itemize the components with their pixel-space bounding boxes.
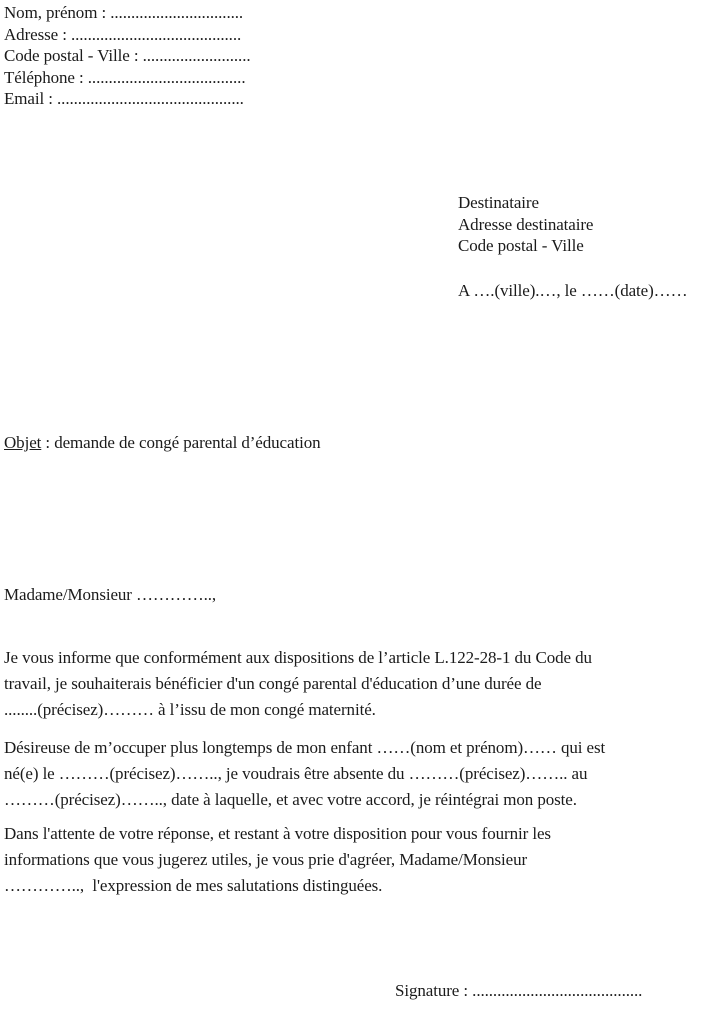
text-line: informations que vous jugerez utiles, je vous prie d'agréer, Madame/Monsieur	[4, 850, 528, 869]
subject-label: Objet	[4, 433, 42, 452]
salutation-line: Madame/Monsieur …………..,	[4, 585, 217, 604]
text-line: Dans l'attente de votre réponse, et restant à votre disposition pour vous fournir les	[4, 824, 551, 843]
text-line: Nom, prénom : ................................	[4, 3, 244, 22]
text-line: Désireuse de m’occuper plus longtemps de mon enfant ……(nom et prénom)…… qui est	[4, 738, 606, 757]
text-line: Code postal - Ville : ..........................	[4, 46, 251, 65]
signature-line: Signature : .........................................	[395, 981, 643, 1000]
text-line: ………(précisez)…….., date à laquelle, et avec votre accord, je réintégrai mon poste.	[4, 790, 577, 809]
text-line: Adresse destinataire	[458, 214, 594, 234]
paragraph-details	[4, 735, 704, 813]
text-line: Téléphone : ......................................	[4, 67, 246, 87]
paragraph-closing	[4, 821, 704, 899]
text-line: Email : .............................................	[4, 89, 244, 108]
subject-line	[4, 430, 321, 456]
text-line: Destinataire	[458, 193, 539, 212]
text-line: ........(précisez)……… à l’issu de mon congé maternité.	[4, 700, 376, 719]
text-line: travail, je souhaiterais bénéficier d'un congé parental d'éducation d’une durée de	[4, 674, 542, 693]
text-line: Adresse : .........................................	[4, 24, 242, 44]
text-line: Code postal - Ville	[458, 236, 584, 255]
text-line: né(e) le ………(précisez)…….., je voudrais être absente du ………(précisez)…….. au	[4, 764, 588, 783]
text-line: Je vous informe que conformément aux dispositions de l’article L.122-28-1 du Code du	[4, 648, 592, 667]
text-line: ………….., l'expression de mes salutations distinguées.	[4, 876, 383, 895]
subject-text: : demande de congé parental d’éducation	[41, 433, 321, 452]
sender-address-block	[4, 2, 251, 110]
paragraph-request	[4, 645, 704, 723]
recipient-address-block	[458, 192, 593, 257]
place-date-line: A ….(ville).…, le ……(date)……	[458, 281, 688, 300]
